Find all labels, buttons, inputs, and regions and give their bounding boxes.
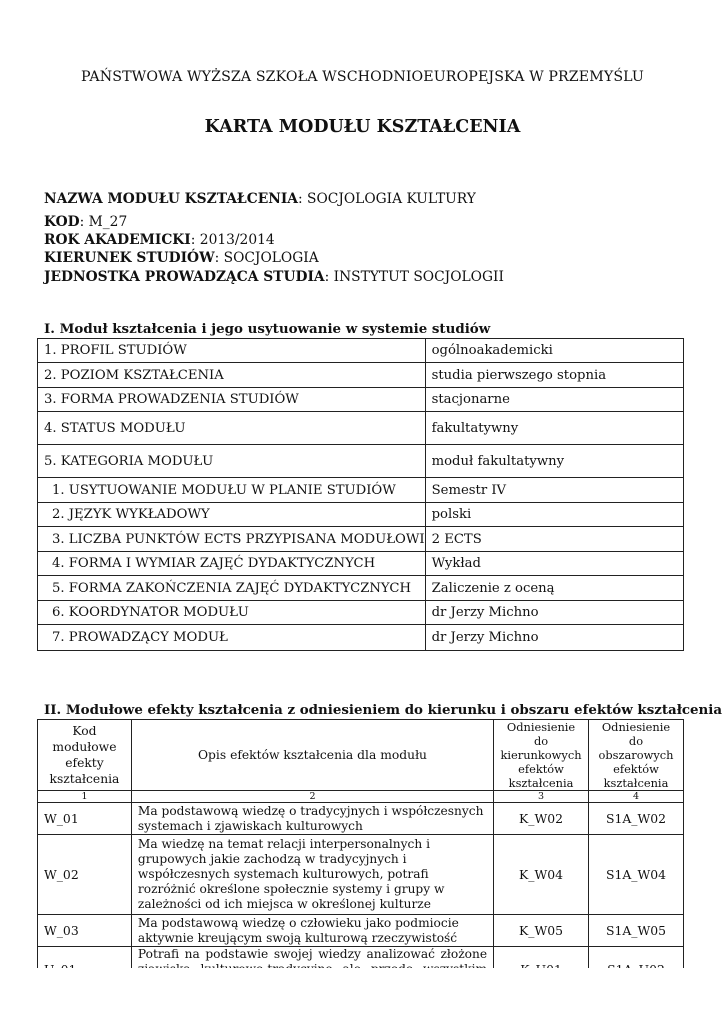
code-value: : M_27 [79, 214, 128, 230]
row-label: 5. KATEGORIA MODUŁU [38, 445, 426, 478]
row-label: 1. USYTUOWANIE MODUŁU W PLANIE STUDIÓW [38, 478, 426, 503]
school-name: PAŃSTWOWA WYŻSZA SZKOŁA WSCHODNIOEUROPEJSKA W PRZEMYŚLU [81, 69, 644, 85]
row-value: dr Jerzy Michno [425, 601, 683, 625]
page-title: KARTA MODUŁU KSZTAŁCENIA [204, 117, 521, 137]
row-label: 2. JĘZYK WYKŁADOWY [38, 503, 426, 527]
unit-label: JEDNOSTKA PROWADZĄCA STUDIA [44, 269, 325, 285]
table-row [38, 388, 684, 412]
field-ref: K_W04 [494, 835, 589, 915]
table-row [38, 915, 684, 947]
row-value: ogólnoakademicki [425, 339, 683, 363]
row-label: 5. FORMA ZAKOŃCZENIA ZAJĘĆ DYDAKTYCZNYCH [38, 576, 426, 601]
table-row [38, 478, 684, 503]
area-ref: S1A_W04 [589, 835, 684, 915]
code-line [44, 213, 127, 231]
row-value: Semestr IV [425, 478, 683, 503]
table-row [38, 576, 684, 601]
row-value: Wykład [425, 552, 683, 576]
column-number: 1 [38, 791, 132, 803]
table-row [38, 601, 684, 625]
field-line [44, 249, 319, 267]
table-row [38, 503, 684, 527]
table-row [38, 363, 684, 388]
code-label: KOD [44, 214, 80, 230]
row-value: Zaliczenie z oceną [425, 576, 683, 601]
row-label: 7. PROWADZĄCY MODUŁ [38, 625, 426, 651]
table-row [38, 835, 684, 915]
row-label: 2. POZIOM KSZTAŁCENIA [38, 363, 426, 388]
col-header-field-ref: Odniesienie do kierunkowych efektów kształcenia [494, 720, 589, 791]
col-header-area-ref: Odniesienie do obszarowych efektów kształcenia [589, 720, 684, 791]
row-label: 4. FORMA I WYMIAR ZAJĘĆ DYDAKTYCZNYCH [38, 552, 426, 576]
table-row [38, 445, 684, 478]
table-row [38, 339, 684, 363]
outcome-code: W_03 [38, 915, 132, 947]
row-value: polski [425, 503, 683, 527]
field-ref: K_W02 [494, 803, 589, 835]
outcome-code: W_02 [38, 835, 132, 915]
module-name-line [44, 190, 476, 208]
table-row [38, 625, 684, 651]
field-label: KIERUNEK STUDIÓW [44, 250, 215, 266]
field-value: : SOCJOLOGIA [214, 250, 319, 266]
year-line [44, 231, 275, 249]
column-number: 3 [494, 791, 589, 803]
column-number: 4 [589, 791, 684, 803]
table-row [38, 412, 684, 445]
module-name-label: NAZWA MODUŁU KSZTAŁCENIA [44, 191, 298, 207]
outcome-description: Potrafi na podstawie swojej wiedzy analizować złożone [131, 947, 493, 993]
section1-heading: I. Moduł kształcenia i jego usytuowanie w systemie studiów [44, 321, 491, 337]
column-number: 2 [131, 791, 493, 803]
col-header-code: Kod modułowe efekty kształcenia [38, 720, 132, 791]
col-header-description: Opis efektów kształcenia dla modułu [131, 720, 493, 791]
row-value: studia pierwszego stopnia [425, 363, 683, 388]
row-label: 1. PROFIL STUDIÓW [38, 339, 426, 363]
outcome-description: Ma wiedzę na temat relacji interpersonalnych i grupowych jakie zachodzą w tradycyjnych i współczesnych systemach kulturowych, potrafi rozróżnić określone społecznie systemy i grupy w zależności od ich miejsca w określonej kulturze [131, 835, 493, 915]
area-ref: S1A_W05 [589, 915, 684, 947]
column-numbers-row [38, 791, 684, 803]
row-value: moduł fakultatywny [425, 445, 683, 478]
table-row [38, 552, 684, 576]
outcomes-table [37, 719, 684, 993]
page-bottom-margin [0, 968, 725, 1024]
row-label: 3. LICZBA PUNKTÓW ECTS PRZYPISANA MODUŁOWI [38, 527, 426, 552]
module-table [37, 338, 684, 651]
row-value: dr Jerzy Michno [425, 625, 683, 651]
unit-value: : INSTYTUT SOCJOLOGII [324, 269, 504, 285]
area-ref: S1A_W02 [589, 803, 684, 835]
year-value: : 2013/2014 [190, 232, 275, 248]
row-label: 4. STATUS MODUŁU [38, 412, 426, 445]
outcome-description: Ma podstawową wiedzę o tradycyjnych i współczesnych systemach i zjawiskach kulturowych [131, 803, 493, 835]
year-label: ROK AKADEMICKI [44, 232, 191, 248]
unit-line [44, 268, 504, 286]
row-value: stacjonarne [425, 388, 683, 412]
table-row [38, 527, 684, 552]
row-value: 2 ECTS [425, 527, 683, 552]
field-ref: K_W05 [494, 915, 589, 947]
table-header-row [38, 720, 684, 791]
row-value: fakultatywny [425, 412, 683, 445]
table-row [38, 803, 684, 835]
section2-heading: II. Modułowe efekty kształcenia z odniesieniem do kierunku i obszaru efektów kształcenia [44, 702, 723, 718]
outcome-code: W_01 [38, 803, 132, 835]
row-label: 3. FORMA PROWADZENIA STUDIÓW [38, 388, 426, 412]
module-name-value: : SOCJOLOGIA KULTURY [297, 191, 476, 207]
row-label: 6. KOORDYNATOR MODUŁU [38, 601, 426, 625]
outcome-description: Ma podstawową wiedzę o człowieku jako podmiocie aktywnie kreującym swoją kulturową rzeczywistość [131, 915, 493, 947]
